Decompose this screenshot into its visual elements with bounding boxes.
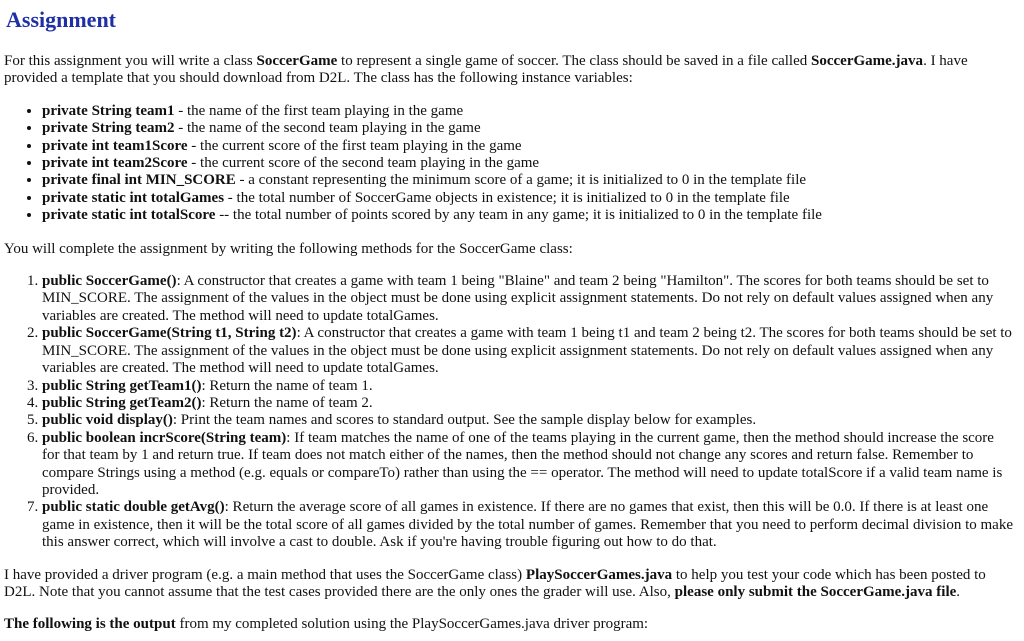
variable-declaration: private static int totalScore bbox=[42, 207, 216, 224]
output-intro-bold: The following is the output bbox=[4, 616, 176, 633]
method-description: : If team matches the name of one of the teams playing in the current game, then the method should increase the score for that team by 1 and return true. If team does not match either of the names, then the method should not change any scores and return false. Remember to compare Strings using a method (e.g. equals or compareTo) rather than using the == operator. The method will need to update totalScore if a valid team name is provided. bbox=[42, 429, 1003, 498]
driver-program-name: PlaySoccerGames.java bbox=[525, 566, 673, 583]
variable-description: - the current score of the first team playing in the game bbox=[187, 137, 522, 154]
method-signature: public SoccerGame(String t1, String t2) bbox=[42, 325, 297, 342]
driver-text-1: I have provided a driver program (e.g. a main method that uses the SoccerGame class) bbox=[4, 566, 526, 583]
submission-note: please only submit the SoccerGame.java file bbox=[674, 583, 957, 600]
page-title: Assignment bbox=[6, 7, 117, 32]
method-description: : A constructor that creates a game with team 1 being "Blaine" and team 2 being "Hamilton". The scores for both teams should be set to MIN_SCORE. The assignment of the values in the object must be done using explicit assignment statements. Do not rely on default values assigned when any variables are created. The method will need to update totalGames. bbox=[42, 273, 994, 324]
method-description: : Return the average score of all games in existence. If there are no games that exist, then this will be 0.0. If there is at least one game in existence, then it will be the total score of all games divided by the total number of games. Remember that you need to perform decimal division to make this answer correct, which will involve a cast to double. Ask if you're having trouble figuring out how to do that. bbox=[42, 499, 1013, 551]
method-description: : Return the name of team 2. bbox=[201, 394, 373, 411]
method-signature: public void display() bbox=[42, 412, 173, 429]
list-item bbox=[42, 190, 1020, 207]
variable-declaration: private String team1 bbox=[42, 102, 175, 119]
method-list bbox=[4, 273, 1020, 552]
list-item bbox=[42, 103, 1020, 120]
intro-text-3: . I have provided a template that you should download from D2L. The class has the following instance variables: bbox=[4, 53, 968, 87]
intro-text-2: to represent a single game of soccer. The class should be saved in a file called bbox=[337, 53, 812, 69]
list-item bbox=[42, 207, 1020, 224]
method-signature: public String getTeam1() bbox=[42, 377, 202, 394]
variable-declaration: private String team2 bbox=[42, 120, 175, 137]
method-signature: public boolean incrScore(String team) bbox=[42, 429, 287, 446]
intro-paragraph bbox=[4, 53, 1020, 88]
variable-description: - the current score of the second team playing in the game bbox=[187, 155, 540, 172]
list-item bbox=[42, 412, 1020, 429]
class-name: SoccerGame bbox=[256, 53, 338, 69]
list-item bbox=[42, 120, 1020, 137]
variable-description: - the name of the first team playing in the game bbox=[174, 102, 464, 119]
list-item bbox=[42, 138, 1020, 155]
variable-declaration: private int team1Score bbox=[42, 137, 188, 154]
method-signature: public String getTeam2() bbox=[42, 394, 202, 411]
method-description: : Print the team names and scores to standard output. See the sample display below for examples. bbox=[172, 412, 757, 429]
method-signature: public static double getAvg() bbox=[42, 499, 225, 516]
list-item bbox=[42, 378, 1020, 395]
methods-intro: You will complete the assignment by writing the following methods for the SoccerGame class: bbox=[4, 240, 573, 257]
variable-description: - a constant representing the minimum score of a game; it is initialized to 0 in the template file bbox=[235, 172, 807, 189]
list-item bbox=[42, 273, 1020, 325]
list-item bbox=[42, 325, 1020, 377]
driver-paragraph bbox=[4, 567, 1020, 602]
variable-description: - the name of the second team playing in the game bbox=[174, 120, 481, 137]
driver-text-2: to help you test your code which has been posted to D2L. Note that you cannot assume that the test cases provided there are the only ones the grader will use. Also, bbox=[4, 566, 986, 600]
list-item bbox=[42, 499, 1020, 551]
output-intro bbox=[4, 616, 1020, 633]
driver-text-3: . bbox=[956, 583, 961, 600]
variable-declaration: private int team2Score bbox=[42, 155, 188, 172]
method-description: : Return the name of team 1. bbox=[201, 377, 373, 394]
variable-description: - the total number of SoccerGame objects in existence; it is initialized to 0 in the template file bbox=[224, 189, 790, 206]
intro-text-1: For this assignment you will write a class bbox=[4, 53, 257, 69]
list-item bbox=[42, 430, 1020, 500]
file-name: SoccerGame.java bbox=[811, 53, 924, 69]
method-signature: public SoccerGame() bbox=[42, 273, 177, 290]
list-item bbox=[42, 395, 1020, 412]
method-description: : A constructor that creates a game with team 1 being t1 and team 2 being t2. The scores for both teams should be set to MIN_SCORE. The assignment of the values in the object must be done using explicit assignment statements. Do not rely on default values assigned when any variables are created. The method will need to update totalGames. bbox=[42, 325, 1012, 377]
variable-declaration: private final int MIN_SCORE bbox=[42, 172, 236, 189]
instance-variable-list bbox=[4, 103, 1020, 225]
variable-description: -- the total number of points scored by any team in any game; it is initialized to 0 in the template file bbox=[215, 207, 822, 224]
variable-declaration: private static int totalGames bbox=[42, 189, 225, 206]
list-item bbox=[42, 155, 1020, 172]
output-intro-text: from my completed solution using the PlaySoccerGames.java driver program: bbox=[175, 616, 649, 633]
list-item bbox=[42, 172, 1020, 189]
